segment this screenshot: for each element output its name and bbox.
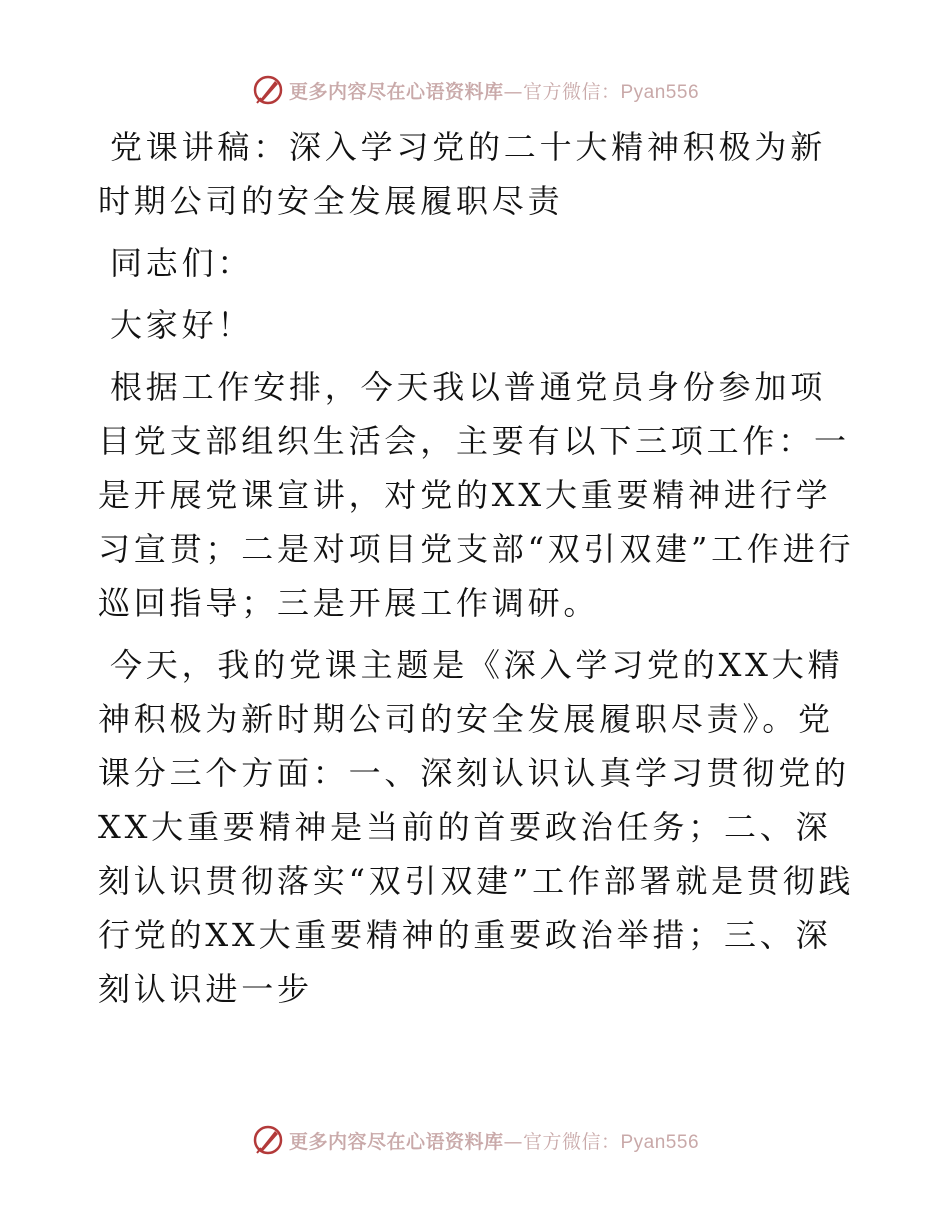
watermark-dash: — (503, 1130, 523, 1153)
watermark-label: 官方微信： (522, 1130, 621, 1153)
greeting: 同志们： (110, 244, 254, 282)
document-title: 党课讲稿：深入学习党的二十大精神积极为新时期公司的安全发展履职尽责 (98, 128, 827, 220)
watermark-site: 更多内容尽在心语资料库 (288, 80, 504, 103)
watermark-text (289, 1127, 699, 1154)
document-body (98, 120, 858, 1016)
hello-line: 大家好！ (110, 306, 254, 344)
feather-pen-icon (251, 1123, 285, 1157)
watermark-id: Pyan556 (620, 81, 700, 103)
feather-pen-icon (251, 73, 285, 107)
watermark-id: Pyan556 (620, 1131, 700, 1153)
watermark-text (289, 77, 699, 104)
watermark-site: 更多内容尽在心语资料库 (288, 1130, 504, 1153)
paragraph-1: 根据工作安排，今天我以普通党员身份参加项目党支部组织生活会，主要有以下三项工作：一是开展党课宣讲，对党的XX大重要精神进行学习宣贯；二是对项目党支部“双引双建”工作进行巡回指导；三是开展工作调研。 (98, 368, 855, 622)
watermark-dash: — (503, 80, 523, 103)
watermark-footer (0, 1122, 950, 1158)
paragraph-2: 今天，我的党课主题是《深入学习党的XX大精神积极为新时期公司的安全发展履职尽责》。党课分三个方面：一、深刻认识认真学习贯彻党的XX大重要精神是当前的首要政治任务；二、深刻认识贯彻落实“双引双建”工作部署就是贯彻践行党的XX大重要精神的重要政治举措；三、深刻认识进一步 (98, 646, 855, 1008)
watermark-header (0, 72, 950, 108)
watermark-label: 官方微信： (522, 80, 621, 103)
